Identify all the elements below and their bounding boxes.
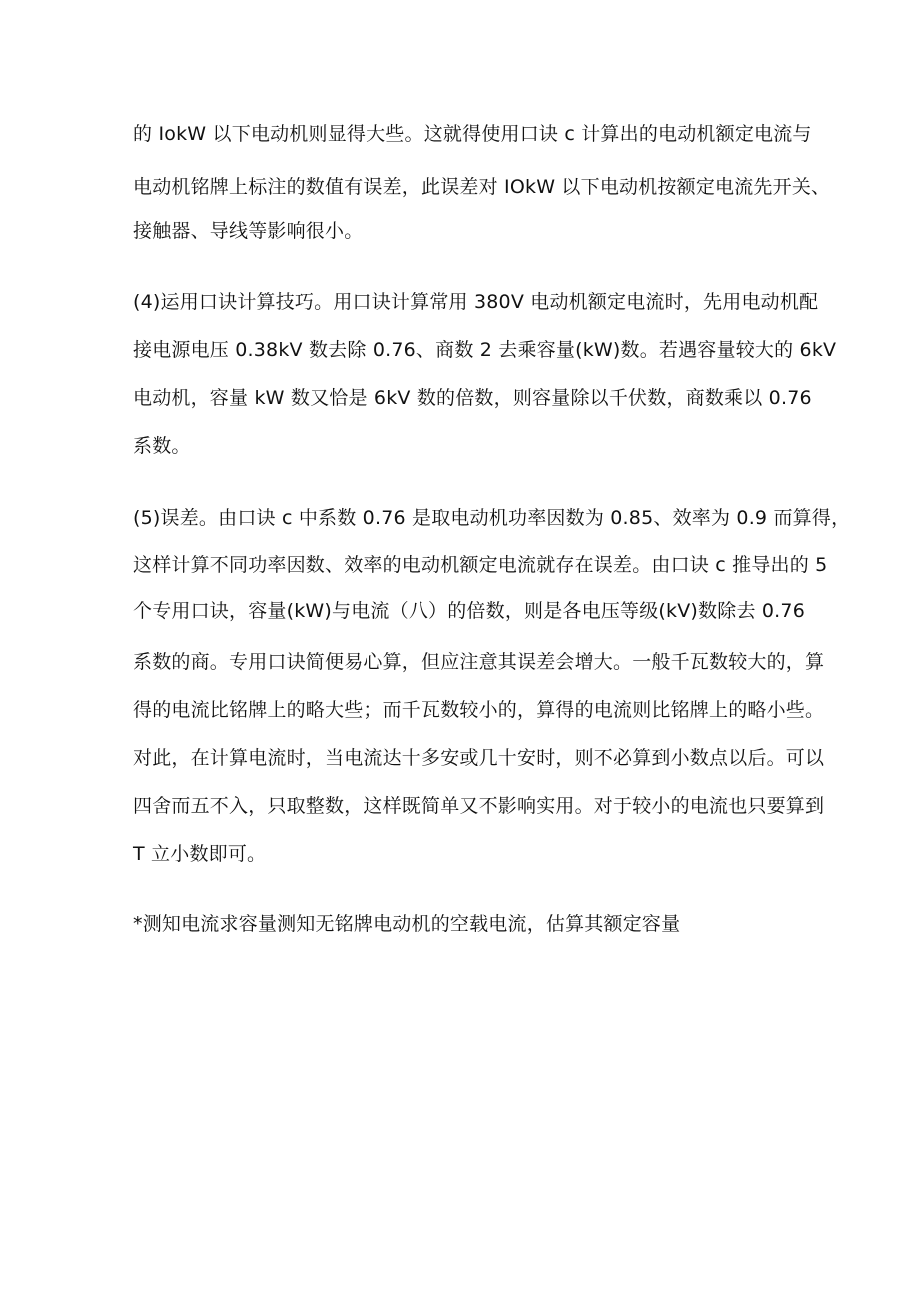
text-line: 接电源电压 0.38kV 数去除 0.76、商数 2 去乘容量(kW)数。若遇容量较大的 6kV [133,339,837,361]
text-line: 对此，在计算电流时，当电流达十多安或几十安时，则不必算到小数点以后。可以 [133,747,825,769]
text-line: 系数。 [133,435,191,457]
text-line: T 立小数即可。 [133,843,267,865]
text-line: (5)误差。由口诀 c 中系数 0.76 是取电动机功率因数为 0.85、效率为 0.9 而算得， [133,507,851,529]
text-line: 接触器、导线等影响很小。 [133,220,364,242]
text-line: 系数的商。专用口诀简便易心算，但应注意其误差会增大。一般千瓦数较大的，算 [133,651,825,673]
text-line: 电动机铭牌上标注的数值有误差，此误差对 IOkW 以下电动机按额定电流先开关、 [133,176,831,198]
text-line: 这样计算不同功率因数、效率的电动机额定电流就存在误差。由口诀 c 推导出的 5 [133,554,828,576]
text-line: 四舍而五不入，只取整数，这样既简单又不影响实用。对于较小的电流也只要算到 [133,795,825,817]
text-line: 个专用口诀，容量(kW)与电流（八）的倍数，则是各电压等级(kV)数除去 0.76 [133,600,805,622]
text-line: (4)运用口诀计算技巧。用口诀计算常用 380V 电动机额定电流时，先用电动机配 [133,291,819,313]
text-line: 电动机，容量 kW 数又恰是 6kV 数的倍数，则容量除以千伏数，商数乘以 0.76 [133,387,812,409]
text-line: *测知电流求容量测知无铭牌电动机的空载电流，估算其额定容量 [133,913,681,935]
text-line: 得的电流比铭牌上的略大些；而千瓦数较小的，算得的电流则比铭牌上的略小些。 [133,699,825,721]
text-line: 的 IokW 以下电动机则显得大些。这就得使用口诀 c 计算出的电动机额定电流与 [133,123,812,145]
